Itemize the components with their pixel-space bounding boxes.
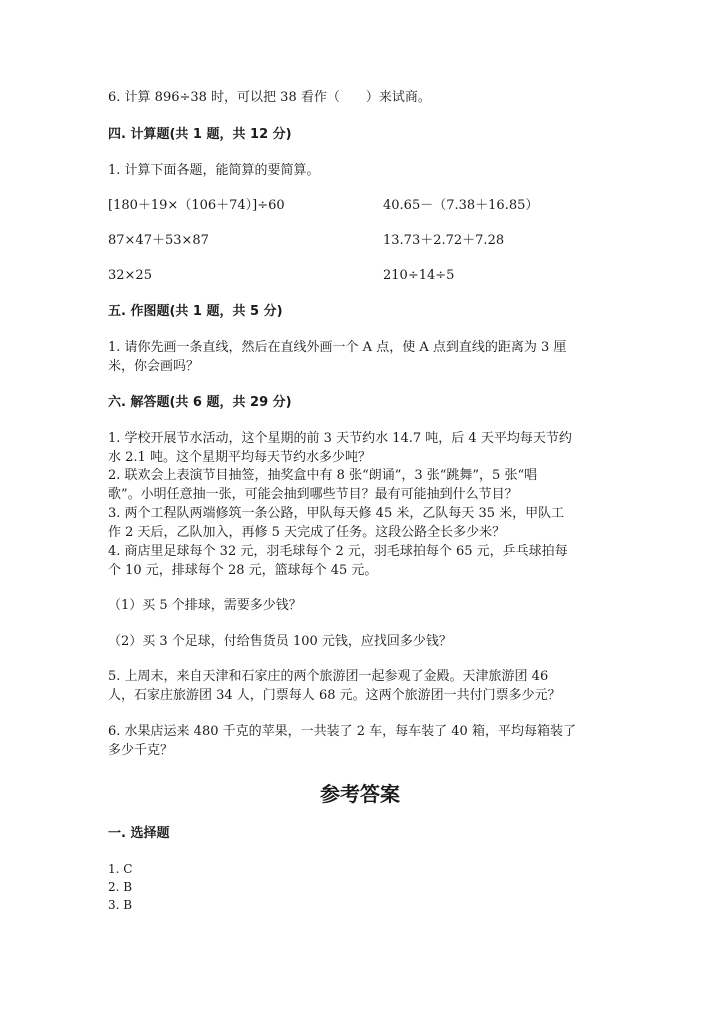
- calc-problem-3: 87×47＋53×87: [108, 233, 209, 248]
- word-problem-line: 个 10 元，排球每个 28 元，篮球每个 45 元。: [108, 563, 378, 578]
- calc-problem-6: 210÷14÷5: [383, 268, 455, 283]
- calc-problem-2: 40.65－（7.38＋16.85）: [383, 198, 539, 213]
- answer-item: 2. B: [108, 880, 133, 894]
- calc-problem-5: 32×25: [108, 268, 152, 283]
- sub-question-2: （2）买 3 个足球，付给售货员 100 元钱，应找回多少钱？: [108, 634, 452, 649]
- sub-question-1: （1）买 5 个排球，需要多少钱？: [108, 598, 302, 613]
- section-6-heading: 六. 解答题(共 6 题，共 29 分): [108, 395, 292, 410]
- word-problem-line: 1. 学校开展节水活动，这个星期的前 3 天节约水 14.7 吨，后 4 天平均每天节约: [108, 431, 572, 446]
- word-problem-5-line-2: 人，石家庄旅游团 34 人，门票每人 68 元。这两个旅游团一共付门票多少元？: [108, 688, 561, 703]
- word-problem-5-line-1: 5. 上周末，来自天津和石家庄的两个旅游团一起参观了金殿。天津旅游团 46: [108, 669, 549, 684]
- calc-problem-1: [180＋19×（106＋74）]÷60: [108, 198, 285, 213]
- calc-problem-4: 13.73＋2.72＋7.28: [383, 233, 505, 248]
- section-5-heading: 五. 作图题(共 1 题，共 5 分): [108, 304, 283, 319]
- word-problem-line: 2. 联欢会上表演节目抽签，抽奖盒中有 8 张“朗诵”，3 张“跳舞”，5 张“唱: [108, 468, 538, 483]
- word-problem-line: 水 2.1 吨。这个星期平均每天节约水多少吨？: [108, 450, 371, 465]
- word-problem-line: 歌”。小明任意抽一张，可能会抽到哪些节目？最有可能抽到什么节目？: [108, 487, 518, 502]
- word-problem-line: 作 2 天后，乙队加入，再修 5 天完成了任务。这段公路全长多少米？: [108, 525, 506, 540]
- answer-item: 1. C: [108, 862, 133, 876]
- word-problem-6-line-2: 多少千克？: [108, 743, 174, 758]
- drawing-question-line-2: 米，你会画吗？: [108, 359, 200, 374]
- word-problem-6-line-1: 6. 水果店运来 480 千克的苹果，一共装了 2 车，每车装了 40 箱，平均每箱装了: [108, 724, 576, 739]
- answer-item: 3. B: [108, 898, 133, 912]
- word-problem-line: 3. 两个工程队两端修筑一条公路，甲队每天修 45 米，乙队每天 35 米，甲队工: [108, 506, 565, 521]
- section-4-heading: 四. 计算题(共 1 题，共 12 分): [108, 127, 292, 142]
- section-4-prompt: 1. 计算下面各题，能简算的要简算。: [108, 163, 320, 178]
- word-problem-line: 4. 商店里足球每个 32 元，羽毛球每个 2 元，羽毛球拍每个 65 元，乒乓球拍每: [108, 544, 568, 559]
- answer-section-1-heading: 一. 选择题: [108, 826, 170, 841]
- question-6-choice: 6. 计算 896÷38 时，可以把 38 看作（ ）来试商。: [108, 90, 431, 105]
- answer-key-title: 参考答案: [320, 782, 400, 806]
- drawing-question-line-1: 1. 请你先画一条直线，然后在直线外画一个 A 点，使 A 点到直线的距离为 3 厘: [108, 340, 567, 355]
